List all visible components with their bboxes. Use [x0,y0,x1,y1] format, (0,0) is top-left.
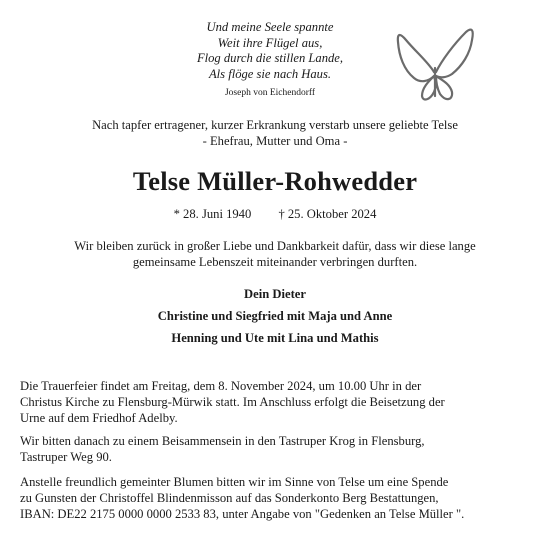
poem-author: Joseph von Eichendorff [224,88,316,99]
donation-line: IBAN: DE22 2175 0000 0000 2533 83, unter Angabe von "Gedenken an Telse Müller ". [20,507,465,521]
thanks-line: Wir bleiben zurück in großer Liebe und Dankbarkeit dafür, dass wir diese lange [74,239,476,253]
poem-line: Als flöge sie nach Haus. [208,66,332,81]
gathering-line: Wir bitten danach zu einem Beisammensein in den Tastruper Krog in Flensburg, [20,434,425,448]
donation-line: zu Gunsten der Christoffel Blindenmisson auf das Sonderkonto Berg Bestattungen, [20,491,439,505]
birth-date: * 28. Juni 1940 [173,207,252,221]
mourners-list [20,283,530,349]
poem-line: Flog durch die stillen Lande, [196,51,344,66]
death-date: † 25. Oktober 2024 [278,207,377,221]
intro-line: Nach tapfer ertragener, kurzer Erkrankung verstarb unsere geliebte Telse [92,118,458,132]
mourner-entry: Henning und Ute mit Lina und Mathis [171,331,379,345]
poem-line: Weit ihre Flügel aus, [217,35,323,50]
mourner-entry: Christine und Siegfried mit Maja und Anne [157,309,393,323]
funeral-info [20,378,530,426]
gathering-info [20,433,530,465]
thanks-text [20,238,530,270]
poem-line: Und meine Seele spannte [206,20,334,34]
funeral-line: Urne auf dem Friedhof Adelby. [20,411,178,425]
poem [170,20,370,102]
donation-line: Anstelle freundlich gemeinter Blumen bitten wir im Sinne von Telse um eine Spende [20,475,449,489]
butterfly-icon [394,22,476,104]
gathering-line: Tastruper Weg 90. [20,450,112,464]
deceased-name: Telse Müller-Rohwedder [132,166,418,196]
donation-info [20,474,530,522]
funeral-line: Die Trauerfeier findet am Freitag, dem 8. November 2024, um 10.00 Uhr in der [20,379,422,393]
funeral-line: Christus Kirche zu Flensburg-Mürwik statt. Im Anschluss erfolgt die Beisetzung der [20,395,445,409]
intro-line: - Ehefrau, Mutter und Oma - [202,134,348,148]
intro-text [20,117,530,149]
life-dates [20,207,530,222]
thanks-line: gemeinsame Lebenszeit miteinander verbringen durften. [132,255,418,269]
mourner-entry: Dein Dieter [244,287,306,301]
